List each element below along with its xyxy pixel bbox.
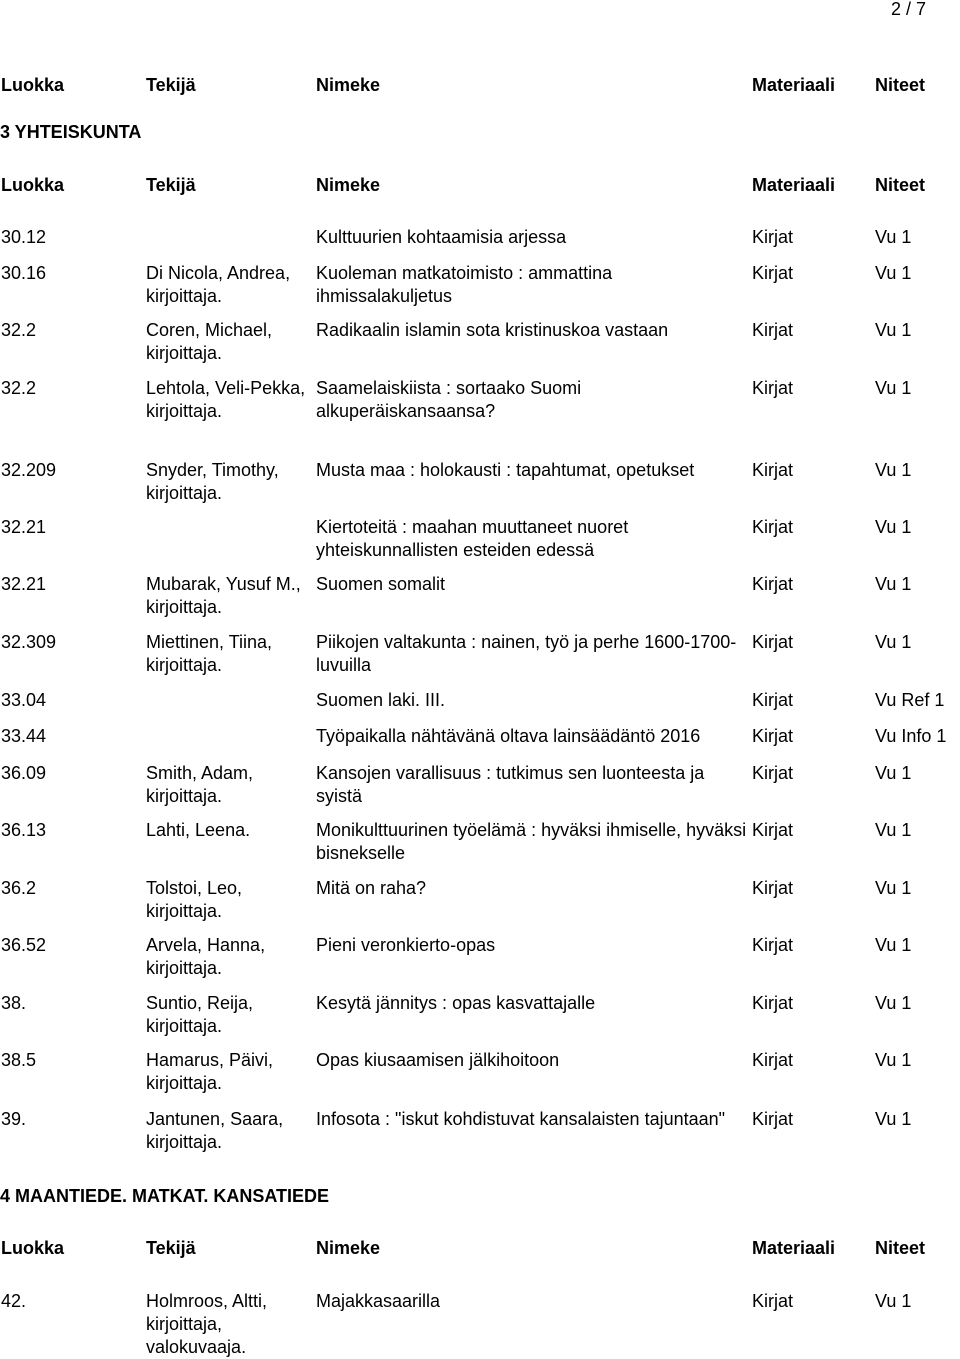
cell-luokka: 33.44: [1, 726, 47, 746]
cell-tekija: Di Nicola, Andrea, kirjoittaja.: [146, 263, 291, 306]
header-tekija: Tekijä: [146, 75, 196, 95]
header-niteet: Niteet: [875, 1238, 926, 1258]
cell-niteet: Vu 1: [875, 227, 912, 247]
cell-niteet: Vu 1: [875, 517, 912, 537]
cell-luokka: 32.2: [1, 378, 37, 398]
cell-materiaali: Kirjat: [752, 690, 794, 710]
header-tekija: Tekijä: [146, 1238, 196, 1258]
cell-nimeke: Saamelaiskiista : sortaako Suomi alkuperäiskansaansa?: [316, 378, 582, 421]
cell-materiaali: Kirjat: [752, 993, 794, 1013]
section-title: 3 YHTEISKUNTA: [0, 122, 142, 142]
cell-materiaali: Kirjat: [752, 878, 794, 898]
cell-tekija: Holmroos, Altti, kirjoittaja, valokuvaaja.: [146, 1291, 268, 1357]
cell-materiaali: Kirjat: [752, 517, 794, 537]
cell-luokka: 30.12: [1, 227, 47, 247]
cell-tekija: Mubarak, Yusuf M., kirjoittaja.: [146, 574, 301, 617]
cell-niteet: Vu 1: [875, 378, 912, 398]
cell-materiaali: Kirjat: [752, 378, 794, 398]
page-number: 2 / 7: [890, 0, 926, 19]
cell-materiaali: Kirjat: [752, 632, 794, 652]
cell-luokka: 38.: [1, 993, 27, 1013]
table-header: [0, 74, 960, 97]
header-nimeke: Nimeke: [316, 175, 381, 195]
cell-luokka: 32.2: [1, 320, 37, 340]
cell-niteet: Vu Ref 1: [875, 690, 945, 710]
cell-luokka: 36.52: [1, 935, 47, 955]
cell-tekija: Lahti, Leena.: [146, 820, 251, 840]
cell-nimeke: Radikaalin islamin sota kristinuskoa vastaan: [316, 320, 669, 340]
cell-nimeke: Monikulttuurinen työelämä : hyväksi ihmiselle, hyväksi bisnekselle: [316, 820, 747, 863]
cell-nimeke: Suomen laki. III.: [316, 690, 446, 710]
cell-niteet: Vu 1: [875, 878, 912, 898]
cell-nimeke: Kulttuurien kohtaamisia arjessa: [316, 227, 567, 247]
cell-materiaali: Kirjat: [752, 763, 794, 783]
cell-luokka: 32.309: [1, 632, 57, 652]
cell-materiaali: Kirjat: [752, 320, 794, 340]
cell-niteet: Vu 1: [875, 320, 912, 340]
cell-nimeke: Infosota : "iskut kohdistuvat kansalaisten tajuntaan": [316, 1109, 726, 1129]
cell-tekija: Suntio, Reija, kirjoittaja.: [146, 993, 254, 1036]
cell-niteet: Vu Info 1: [875, 726, 947, 746]
cell-nimeke: Opas kiusaamisen jälkihoitoon: [316, 1050, 560, 1070]
cell-niteet: Vu 1: [875, 460, 912, 480]
cell-materiaali: Kirjat: [752, 1291, 794, 1311]
cell-luokka: 42.: [1, 1291, 27, 1311]
cell-tekija: Smith, Adam, kirjoittaja.: [146, 763, 254, 806]
cell-tekija: Tolstoi, Leo, kirjoittaja.: [146, 878, 243, 921]
cell-luokka: 30.16: [1, 263, 47, 283]
cell-niteet: Vu 1: [875, 1291, 912, 1311]
cell-niteet: Vu 1: [875, 632, 912, 652]
header-materiaali: Materiaali: [752, 1238, 836, 1258]
header-nimeke: Nimeke: [316, 75, 381, 95]
cell-luokka: 39.: [1, 1109, 27, 1129]
cell-luokka: 36.2: [1, 878, 37, 898]
cell-tekija: Snyder, Timothy, kirjoittaja.: [146, 460, 279, 503]
cell-niteet: Vu 1: [875, 820, 912, 840]
header-luokka: Luokka: [1, 75, 65, 95]
cell-materiaali: Kirjat: [752, 1050, 794, 1070]
header-luokka: Luokka: [1, 1238, 65, 1258]
cell-nimeke: Kiertoteitä : maahan muuttaneet nuoret yhteiskunnallisten esteiden edessä: [316, 517, 629, 560]
cell-luokka: 33.04: [1, 690, 47, 710]
cell-niteet: Vu 1: [875, 263, 912, 283]
table-header: [0, 1237, 960, 1260]
cell-tekija: Jantunen, Saara, kirjoittaja.: [146, 1109, 284, 1152]
cell-luokka: 32.209: [1, 460, 57, 480]
cell-luokka: 32.21: [1, 517, 47, 537]
cell-nimeke: Pieni veronkierto-opas: [316, 935, 496, 955]
cell-niteet: Vu 1: [875, 993, 912, 1013]
cell-materiaali: Kirjat: [752, 935, 794, 955]
cell-luokka: 32.21: [1, 574, 47, 594]
cell-nimeke: Mitä on raha?: [316, 878, 427, 898]
cell-nimeke: Suomen somalit: [316, 574, 446, 594]
cell-nimeke: Työpaikalla nähtävänä oltava lainsäädäntö 2016: [316, 726, 701, 746]
cell-niteet: Vu 1: [875, 1050, 912, 1070]
header-materiaali: Materiaali: [752, 75, 836, 95]
cell-luokka: 36.13: [1, 820, 47, 840]
cell-niteet: Vu 1: [875, 935, 912, 955]
cell-materiaali: Kirjat: [752, 460, 794, 480]
header-tekija: Tekijä: [146, 175, 196, 195]
cell-luokka: 36.09: [1, 763, 47, 783]
cell-nimeke: Piikojen valtakunta : nainen, työ ja perhe 1600-1700-luvuilla: [316, 632, 737, 675]
cell-materiaali: Kirjat: [752, 1109, 794, 1129]
cell-tekija: Hamarus, Päivi, kirjoittaja.: [146, 1050, 274, 1093]
cell-nimeke: Kesytä jännitys : opas kasvattajalle: [316, 993, 596, 1013]
table-header: [0, 174, 960, 197]
cell-tekija: Lehtola, Veli-Pekka, kirjoittaja.: [146, 378, 306, 421]
cell-nimeke: Majakkasaarilla: [316, 1291, 441, 1311]
header-luokka: Luokka: [1, 175, 65, 195]
cell-luokka: 38.5: [1, 1050, 37, 1070]
cell-nimeke: Kansojen varallisuus : tutkimus sen luonteesta ja syistä: [316, 763, 705, 806]
cell-tekija: Coren, Michael, kirjoittaja.: [146, 320, 273, 363]
cell-niteet: Vu 1: [875, 763, 912, 783]
cell-materiaali: Kirjat: [752, 263, 794, 283]
header-materiaali: Materiaali: [752, 175, 836, 195]
header-nimeke: Nimeke: [316, 1238, 381, 1258]
section-title: 4 MAANTIEDE. MATKAT. KANSATIEDE: [0, 1186, 330, 1206]
cell-materiaali: Kirjat: [752, 726, 794, 746]
cell-materiaali: Kirjat: [752, 227, 794, 247]
cell-tekija: Miettinen, Tiina, kirjoittaja.: [146, 632, 273, 675]
cell-materiaali: Kirjat: [752, 574, 794, 594]
cell-materiaali: Kirjat: [752, 820, 794, 840]
cell-niteet: Vu 1: [875, 1109, 912, 1129]
header-niteet: Niteet: [875, 175, 926, 195]
header-niteet: Niteet: [875, 75, 926, 95]
cell-nimeke: Kuoleman matkatoimisto : ammattina ihmissalakuljetus: [316, 263, 613, 306]
cell-nimeke: Musta maa : holokausti : tapahtumat, opetukset: [316, 460, 695, 480]
cell-tekija: Arvela, Hanna, kirjoittaja.: [146, 935, 266, 978]
cell-niteet: Vu 1: [875, 574, 912, 594]
